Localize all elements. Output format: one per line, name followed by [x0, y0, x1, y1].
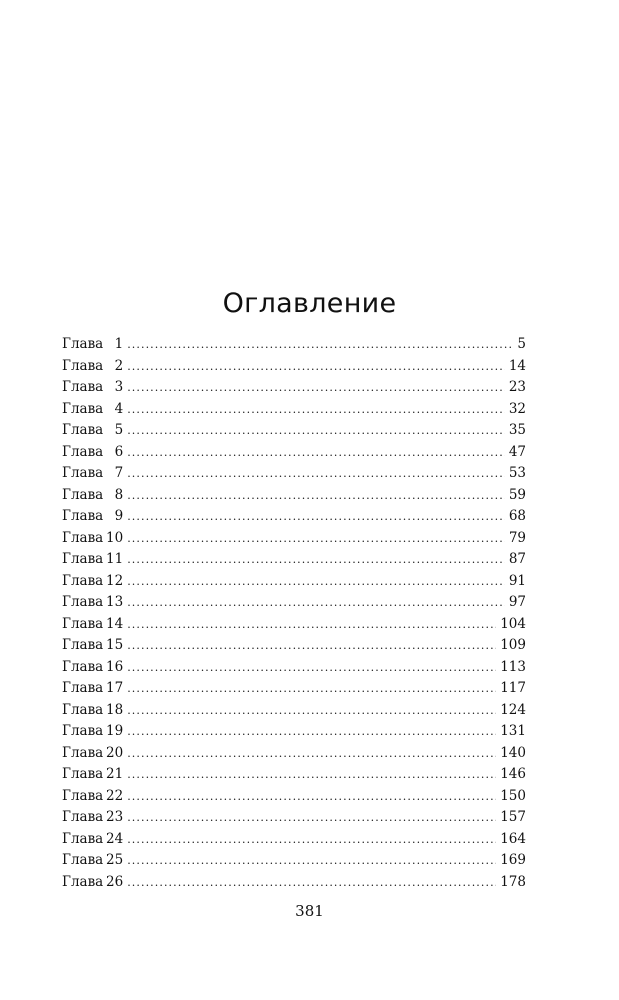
toc-chapter-number: 10: [106, 529, 124, 546]
toc-entry: [62, 850, 526, 872]
toc-chapter-number: 14: [106, 615, 124, 632]
toc-page-number: 23: [508, 379, 526, 395]
toc-dot-leader: [127, 420, 505, 442]
toc-entry: [62, 614, 526, 636]
toc-page-number: 131: [500, 723, 526, 739]
toc-chapter-label: Глава: [62, 400, 104, 417]
toc-entry: [62, 420, 526, 442]
toc-dot-leader: [127, 592, 505, 614]
toc-chapter-number: 15: [106, 637, 124, 653]
toc-entry: [62, 442, 526, 464]
toc-page-number: 97: [508, 594, 526, 610]
toc-dot-leader: [127, 635, 496, 657]
toc-dot-leader: [127, 721, 496, 743]
toc-page-number: 53: [508, 465, 526, 481]
toc-dot-leader: [127, 506, 505, 528]
toc-chapter-label: Глава: [62, 443, 104, 460]
toc-page-number: 59: [508, 486, 526, 503]
toc-entry: [62, 592, 526, 614]
toc-dot-leader: [127, 485, 505, 507]
toc-entry: [62, 743, 526, 765]
toc-chapter-number: 21: [106, 766, 124, 782]
toc-page-number: 35: [508, 422, 526, 438]
toc-entry: [62, 721, 526, 743]
toc-page-number: 178: [500, 873, 526, 890]
toc-chapter-label: Глава: [62, 744, 104, 761]
toc-entry: [62, 334, 526, 356]
toc-dot-leader: [127, 700, 496, 722]
toc-page-number: 79: [508, 529, 526, 546]
toc-chapter-label: Глава: [62, 701, 104, 718]
toc-chapter-number: 24: [106, 830, 124, 847]
toc-page-number: 124: [500, 701, 526, 718]
toc-chapter-label: Глава: [62, 336, 104, 352]
toc-chapter-label: Глава: [62, 465, 104, 481]
toc-dot-leader: [127, 442, 505, 464]
toc-page-number: 68: [508, 508, 526, 524]
toc-entry: [62, 678, 526, 700]
toc-page-number: 164: [500, 830, 526, 847]
toc-chapter-number: 12: [106, 572, 124, 589]
toc-page-number: 157: [500, 809, 526, 825]
toc-page-number: 32: [508, 400, 526, 417]
toc-chapter-number: 26: [106, 873, 124, 890]
toc-entry: [62, 485, 526, 507]
toc-chapter-label: Глава: [62, 594, 104, 610]
toc-chapter-label: Глава: [62, 615, 104, 632]
toc-chapter-label: Глава: [62, 551, 104, 567]
toc-page-number: 5: [517, 336, 526, 352]
toc-page-number: 113: [500, 658, 526, 675]
toc-dot-leader: [127, 463, 505, 485]
toc-entry: [62, 700, 526, 722]
toc-page-number: 140: [500, 744, 526, 761]
toc-page-number: 87: [508, 551, 526, 567]
toc-page-number: 91: [508, 572, 526, 589]
toc-entry: [62, 764, 526, 786]
toc-entry: [62, 549, 526, 571]
toc-chapter-label: Глава: [62, 680, 104, 696]
toc-chapter-number: 18: [106, 701, 124, 718]
toc-entry: [62, 463, 526, 485]
toc-dot-leader: [127, 850, 496, 872]
toc-chapter-label: Глава: [62, 830, 104, 847]
toc-page-number: 117: [500, 680, 526, 696]
toc-entry: [62, 377, 526, 399]
toc-chapter-number: 4: [114, 400, 124, 417]
toc-chapter-label: Глава: [62, 809, 104, 825]
toc-page-number: 104: [500, 615, 526, 632]
toc-entry: [62, 786, 526, 808]
toc-entry: [62, 872, 526, 894]
toc-dot-leader: [127, 786, 496, 808]
page-number: 381: [295, 902, 324, 920]
toc-dot-leader: [127, 764, 496, 786]
toc-page-number: 146: [500, 766, 526, 782]
toc-chapter-number: 6: [114, 443, 124, 460]
toc-chapter-label: Глава: [62, 658, 104, 675]
toc-entry: [62, 528, 526, 550]
toc-dot-leader: [127, 377, 505, 399]
toc-chapter-label: Глава: [62, 357, 104, 374]
table-of-contents: [62, 334, 526, 893]
toc-chapter-number: 5: [114, 422, 124, 438]
toc-chapter-number: 19: [106, 723, 124, 739]
toc-dot-leader: [127, 549, 505, 571]
toc-dot-leader: [127, 872, 496, 894]
toc-entry: [62, 829, 526, 851]
toc-page-number: 109: [500, 637, 526, 653]
toc-entry: [62, 356, 526, 378]
toc-entry: [62, 399, 526, 421]
page-title: Оглавление: [222, 288, 397, 319]
toc-chapter-number: 9: [114, 508, 124, 524]
toc-chapter-label: Глава: [62, 379, 104, 395]
toc-chapter-label: Глава: [62, 529, 104, 546]
toc-page-number: 150: [500, 787, 526, 804]
toc-chapter-label: Глава: [62, 852, 104, 868]
toc-chapter-number: 16: [106, 658, 124, 675]
toc-entry: [62, 807, 526, 829]
toc-dot-leader: [127, 743, 496, 765]
toc-page-number: 14: [508, 357, 526, 374]
toc-chapter-label: Глава: [62, 508, 104, 524]
toc-chapter-label: Глава: [62, 422, 104, 438]
toc-chapter-label: Глава: [62, 766, 104, 782]
toc-dot-leader: [127, 678, 496, 700]
toc-dot-leader: [127, 528, 505, 550]
toc-chapter-number: 13: [106, 594, 124, 610]
toc-chapter-label: Глава: [62, 572, 104, 589]
toc-entry: [62, 506, 526, 528]
toc-chapter-label: Глава: [62, 637, 104, 653]
toc-dot-leader: [127, 614, 496, 636]
toc-dot-leader: [127, 571, 505, 593]
toc-dot-leader: [127, 829, 496, 851]
toc-entry: [62, 635, 526, 657]
toc-entry: [62, 657, 526, 679]
toc-chapter-number: 3: [114, 379, 124, 395]
toc-chapter-number: 8: [114, 486, 124, 503]
toc-chapter-number: 1: [114, 336, 124, 352]
toc-chapter-number: 25: [106, 852, 124, 868]
toc-chapter-label: Глава: [62, 486, 104, 503]
toc-chapter-number: 23: [106, 809, 124, 825]
toc-chapter-number: 7: [114, 465, 124, 481]
toc-chapter-label: Глава: [62, 873, 104, 890]
toc-chapter-number: 17: [106, 680, 124, 696]
toc-chapter-number: 22: [106, 787, 124, 804]
toc-page-number: 47: [508, 443, 526, 460]
toc-entry: [62, 571, 526, 593]
toc-dot-leader: [127, 356, 505, 378]
toc-dot-leader: [127, 399, 505, 421]
toc-chapter-number: 11: [106, 551, 124, 567]
toc-page-number: 169: [500, 852, 526, 868]
toc-dot-leader: [127, 807, 496, 829]
toc-chapter-label: Глава: [62, 787, 104, 804]
toc-chapter-number: 2: [114, 357, 124, 374]
toc-dot-leader: [127, 334, 513, 356]
toc-dot-leader: [127, 657, 496, 679]
toc-chapter-number: 20: [106, 744, 124, 761]
toc-chapter-label: Глава: [62, 723, 104, 739]
